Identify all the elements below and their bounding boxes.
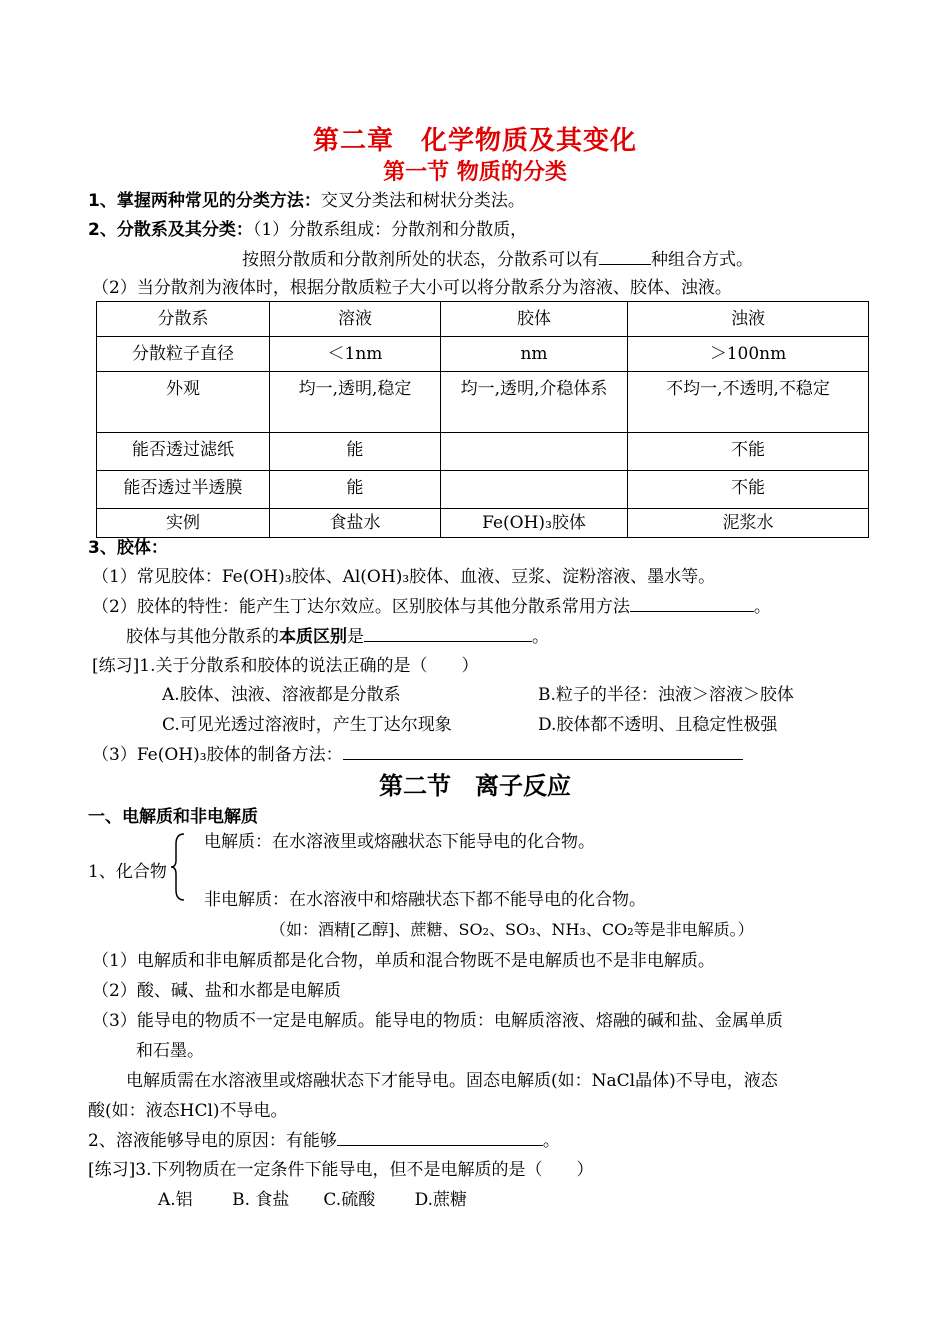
table-cell: 能: [270, 433, 441, 471]
exercise1-option-a[interactable]: A.胶体、浊液、溶液都是分散系: [162, 685, 401, 705]
table-cell: 均一,透明,介稳体系: [441, 372, 628, 433]
item1-heading: 1、掌握两种常见的分类方法：: [88, 191, 321, 211]
prep-text: （3）Fe(OH)₃胶体的制备方法：: [92, 745, 343, 765]
essence-end: 。: [532, 627, 549, 647]
item3-2-end: 。: [753, 597, 771, 617]
item2-sub2: （2）当分散剂为液体时，根据分散质粒子大小可以将分散系分为溶液、胶体、浊液。: [92, 278, 732, 298]
table-cell: 不能: [628, 471, 869, 509]
table-cell: 分散粒子直径: [97, 337, 270, 372]
item2: [88, 215, 527, 240]
table-cell: 食盐水: [270, 509, 441, 538]
paragraph-line2: 酸(如：液态HCl)不导电。: [88, 1101, 288, 1121]
note-3: （3）能导电的物质不一定是电解质。能导电的物质：电解质溶液、熔融的碱和盐、金属单质: [92, 1011, 783, 1031]
blank-conduct-reason[interactable]: [337, 1129, 543, 1146]
table-cell: nm: [441, 337, 628, 372]
compound-label: 1、化合物: [88, 862, 167, 882]
item2b: [88, 1126, 560, 1151]
item3-heading: 3、胶体：: [88, 538, 168, 558]
table-row: [97, 337, 869, 372]
item3-3: [92, 740, 743, 765]
table-cell: 不能: [628, 433, 869, 471]
table-cell: 均一,透明,稳定: [270, 372, 441, 433]
table-cell: 能: [270, 471, 441, 509]
table-header-cell: 分散系: [97, 302, 270, 337]
item2-line2-end: 种组合方式。: [651, 250, 753, 270]
table-cell: 泥浆水: [628, 509, 869, 538]
table-cell: ＞100nm: [628, 337, 869, 372]
exercise3-options[interactable]: A.铝 B. 食盐 C.硫酸 D.蔗糖: [158, 1190, 468, 1210]
nonelectrolyte-examples: （如：酒精[乙醇]、蔗糖、SO₂、SO₃、NH₃、CO₂等是非电解质。）: [270, 920, 754, 939]
table-header-cell: 浊液: [628, 302, 869, 337]
chapter-title: 第二章 化学物质及其变化: [312, 126, 637, 156]
item2-text: （1）分散系组成：分散剂和分散质，: [252, 220, 528, 240]
table-cell: Fe(OH)₃胶体: [441, 509, 628, 538]
blank-essence[interactable]: [364, 625, 532, 642]
exercise1-option-d[interactable]: D.胶体都不透明、且稳定性极强: [538, 715, 778, 735]
item3-1: （1）常见胶体：Fe(OH)₃胶体、Al(OH)₃胶体、血液、豆浆、淀粉溶液、墨水等。: [92, 567, 716, 587]
blank-preparation[interactable]: [343, 743, 743, 760]
essence-is: 是: [347, 627, 364, 647]
table-cell[interactable]: [441, 433, 628, 471]
dispersion-table: [96, 301, 869, 538]
item1: [88, 186, 525, 211]
item3-2: [92, 592, 771, 617]
table-row: [97, 471, 869, 509]
part1-heading: 一、电解质和非电解质: [88, 807, 258, 827]
paragraph-line1: 电解质需在水溶液里或熔融状态下才能导电。固态电解质(如：NaCl晶体)不导电，液态: [126, 1071, 778, 1091]
table-header-cell: 胶体: [441, 302, 628, 337]
item2b-end: 。: [542, 1131, 560, 1151]
blank-method[interactable]: [630, 595, 754, 612]
item2-line2: [242, 245, 753, 270]
electrolyte-definition: 电解质：在水溶液里或熔融状态下能导电的化合物。: [204, 832, 595, 852]
exercise1-option-b[interactable]: B.粒子的半径：浊液＞溶液＞胶体: [538, 685, 794, 705]
note-2: （2）酸、碱、盐和水都是电解质: [92, 981, 341, 1001]
section1-title: 第一节 物质的分类: [383, 160, 567, 185]
nonelectrolyte-definition: 非电解质：在水溶液中和熔融状态下都不能导电的化合物。: [204, 890, 646, 910]
table-cell: 实例: [97, 509, 270, 538]
exercise1-option-c[interactable]: C.可见光透过溶液时，产生丁达尔现象: [162, 715, 452, 735]
table-cell[interactable]: [441, 471, 628, 509]
essence-bold: 本质区别: [279, 627, 347, 647]
table-cell: 不均一,不透明,不稳定: [628, 372, 869, 433]
item3-essence: [126, 622, 549, 647]
table-row: [97, 372, 869, 433]
exercise3-question: [练习]3.下列物质在一定条件下能导电，但不是电解质的是（ ）: [88, 1160, 594, 1180]
table-header-row: [97, 302, 869, 337]
blank-combinations[interactable]: [599, 248, 651, 265]
item2-heading: 2、分散系及其分类：: [88, 220, 253, 240]
item2-line2-text: 按照分散质和分散剂所处的状态，分散系可以有: [242, 250, 599, 270]
table-cell: 外观: [97, 372, 270, 433]
essence-text: 胶体与其他分散系的: [126, 627, 279, 647]
table-cell: 能否透过半透膜: [97, 471, 270, 509]
table-cell: 能否透过滤纸: [97, 433, 270, 471]
item3-2-text: （2）胶体的特性：能产生丁达尔效应。区别胶体与其他分散系常用方法: [92, 597, 630, 617]
table-row: [97, 509, 869, 538]
exercise1-question: [练习]1.关于分散系和胶体的说法正确的是（ ）: [92, 656, 479, 676]
table-row: [97, 433, 869, 471]
table-header-cell: 溶液: [270, 302, 441, 337]
section2-title: 第二节 离子反应: [379, 772, 571, 800]
item2b-text: 2、溶液能够导电的原因：有能够: [88, 1131, 337, 1151]
note-3-cont: 和石墨。: [136, 1041, 204, 1061]
table-cell: ＜1nm: [270, 337, 441, 372]
item1-text: 交叉分类法和树状分类法。: [320, 191, 525, 211]
note-1: （1）电解质和非电解质都是化合物，单质和混合物既不是电解质也不是非电解质。: [92, 951, 715, 971]
brace-icon: [170, 832, 186, 902]
